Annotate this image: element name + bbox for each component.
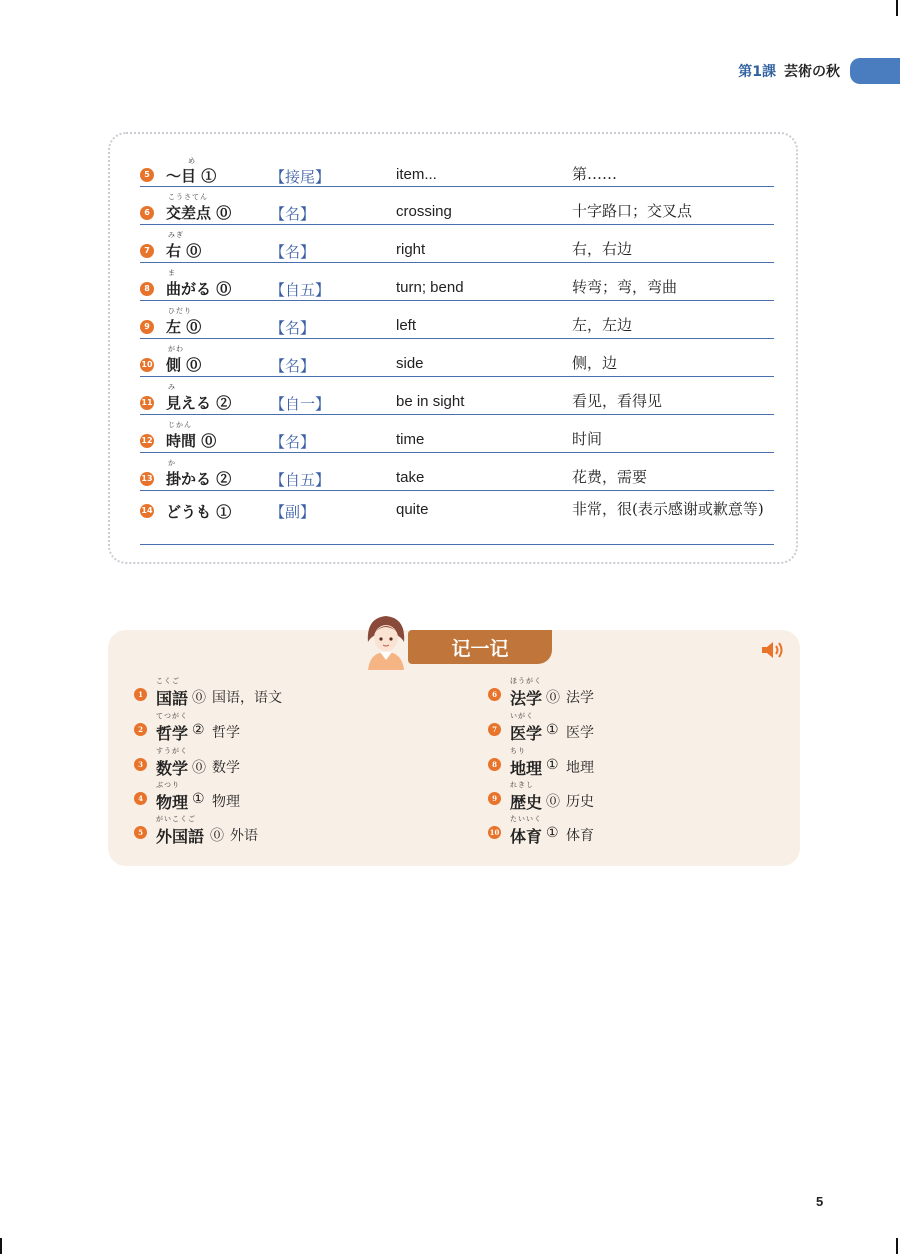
vocab-row — [140, 226, 774, 263]
memo-word: 哲学 — [156, 724, 189, 743]
english-meaning: turn; bend — [396, 279, 464, 296]
part-of-speech: 【名】 — [270, 243, 316, 261]
lesson-number: 第1課 — [738, 64, 776, 80]
item-number: 7 — [140, 244, 154, 258]
vocab-word: 右 ⓪ — [166, 242, 202, 260]
memo-item — [488, 676, 788, 706]
vocabulary-table — [108, 132, 798, 564]
memo-meaning: 外语 — [230, 828, 258, 844]
furigana: みぎ — [168, 231, 184, 239]
furigana: がわ — [168, 345, 184, 353]
chinese-meaning: 转弯；弯，弯曲 — [572, 278, 678, 296]
memo-meaning: 哲学 — [212, 725, 240, 741]
memo-word: 数学 — [156, 759, 189, 778]
memo-furigana: がいこくご — [156, 815, 196, 823]
memo-furigana: すうがく — [156, 747, 188, 755]
memo-furigana: てつがく — [156, 712, 188, 720]
part-of-speech: 【名】 — [270, 319, 316, 337]
memo-word: 地理 — [510, 759, 543, 778]
vocab-row — [140, 156, 774, 187]
memo-accent: ① — [546, 757, 559, 773]
memo-item-number: 3 — [134, 758, 147, 771]
chinese-meaning: 右，右边 — [572, 240, 633, 258]
english-meaning: quite — [396, 501, 429, 518]
memo-item-number: 6 — [488, 688, 501, 701]
memo-meaning: 物理 — [212, 794, 240, 810]
crop-mark-bottom-left — [0, 1238, 2, 1254]
part-of-speech: 【副】 — [270, 503, 316, 521]
chinese-meaning: 看见，看得见 — [572, 392, 663, 410]
memo-furigana: こくご — [156, 677, 180, 685]
page-number: 5 — [816, 1194, 824, 1209]
english-meaning: left — [396, 317, 417, 334]
furigana: ま — [168, 269, 176, 277]
part-of-speech: 【自五】 — [270, 281, 331, 299]
memo-item-number: 2 — [134, 723, 147, 736]
memo-furigana: ほうがく — [510, 677, 542, 685]
english-meaning: item... — [396, 166, 437, 183]
memo-item — [488, 746, 788, 776]
furigana: か — [168, 459, 176, 467]
vocab-word: ～目 ① — [166, 167, 217, 185]
part-of-speech: 【自五】 — [270, 471, 331, 489]
memo-meaning: 法学 — [566, 690, 594, 706]
item-number: 6 — [140, 206, 154, 220]
vocab-word: 時間 ⓪ — [166, 432, 217, 450]
item-number: 10 — [140, 358, 154, 372]
part-of-speech: 【自一】 — [270, 395, 331, 413]
vocab-row — [140, 264, 774, 301]
furigana: め — [188, 157, 196, 165]
item-number: 11 — [140, 396, 154, 410]
vocab-row — [140, 416, 774, 453]
vocab-word: 見える ② — [166, 394, 232, 412]
memo-meaning: 地理 — [566, 760, 594, 776]
furigana: み — [168, 383, 176, 391]
memo-item — [488, 711, 788, 741]
memo-accent: ⓪ — [546, 794, 560, 810]
memo-meaning: 体育 — [566, 828, 594, 844]
vocab-word: 側 ⓪ — [166, 356, 202, 374]
memo-item — [488, 780, 788, 810]
vocab-word: 掛かる ② — [166, 470, 232, 488]
memo-meaning: 国语，语文 — [212, 690, 282, 706]
memo-accent: ⓪ — [192, 690, 206, 706]
memo-word: 物理 — [156, 793, 189, 812]
memo-accent: ② — [192, 722, 205, 738]
chinese-meaning: 第…… — [572, 165, 618, 183]
furigana: じかん — [168, 421, 192, 429]
memo-item-number: 10 — [489, 828, 500, 837]
memo-title-banner: 记一记 — [408, 630, 552, 664]
item-number: 9 — [140, 320, 154, 334]
vocab-row — [140, 302, 774, 339]
item-number: 13 — [140, 472, 154, 486]
crop-mark-bottom-right — [896, 1238, 898, 1254]
vocab-row — [140, 378, 774, 415]
memo-item-number: 1 — [134, 688, 147, 701]
item-number: 8 — [140, 282, 154, 296]
memo-accent: ⓪ — [546, 690, 560, 706]
furigana: こうさてん — [168, 193, 208, 201]
chinese-meaning: 十字路口；交叉点 — [572, 202, 693, 220]
memo-item-number: 8 — [488, 758, 501, 771]
memo-word: 体育 — [510, 827, 543, 846]
vocab-row — [140, 454, 774, 491]
vocab-word: 交差点 ⓪ — [166, 204, 232, 222]
speaker-icon[interactable] — [760, 640, 786, 660]
memo-meaning: 医学 — [566, 725, 594, 741]
vocab-row — [140, 340, 774, 377]
english-meaning: crossing — [396, 203, 452, 220]
memo-furigana: いがく — [510, 712, 534, 720]
item-number: 5 — [140, 168, 154, 182]
memo-accent: ① — [192, 791, 205, 807]
vocab-row — [140, 492, 774, 545]
memo-furigana: れきし — [510, 781, 534, 789]
lesson-title: 芸術の秋 — [784, 64, 840, 80]
english-meaning: be in sight — [396, 393, 465, 410]
vocab-word: 曲がる ⓪ — [166, 280, 232, 298]
furigana: ひだり — [168, 307, 192, 315]
vocab-word: どうも ① — [166, 503, 232, 521]
vocab-word: 左 ⓪ — [166, 318, 202, 336]
memo-furigana: ぶつり — [156, 781, 180, 789]
running-header — [738, 58, 900, 84]
english-meaning: side — [396, 355, 424, 372]
memo-item — [134, 746, 434, 776]
part-of-speech: 【名】 — [270, 357, 316, 375]
part-of-speech: 【名】 — [270, 205, 316, 223]
memo-furigana: たいいく — [510, 815, 542, 823]
memo-meaning: 历史 — [566, 794, 594, 810]
memo-item-number: 4 — [134, 792, 147, 805]
memo-box — [108, 630, 800, 866]
memo-accent: ⓪ — [192, 760, 206, 776]
memo-item — [134, 676, 434, 706]
memo-item — [488, 814, 788, 844]
vocab-row — [140, 188, 774, 225]
english-meaning: time — [396, 431, 425, 448]
part-of-speech: 【名】 — [270, 433, 316, 451]
memo-item-number: 5 — [134, 826, 147, 839]
chinese-meaning: 花费，需要 — [572, 468, 648, 486]
chinese-meaning: 时间 — [572, 430, 603, 448]
item-number: 14 — [140, 504, 154, 518]
memo-item — [134, 814, 434, 844]
memo-word: 国語 — [156, 689, 189, 708]
memo-word: 法学 — [510, 689, 543, 708]
girl-avatar-icon — [360, 612, 412, 670]
memo-furigana: ちり — [510, 747, 526, 755]
header-tab — [850, 58, 900, 84]
part-of-speech: 【接尾】 — [270, 168, 331, 186]
english-meaning: right — [396, 241, 426, 258]
item-number: 12 — [140, 434, 154, 448]
memo-item-number: 9 — [488, 792, 501, 805]
memo-accent: ① — [546, 825, 559, 841]
chinese-meaning: 侧，边 — [572, 354, 618, 372]
chinese-meaning: 左，左边 — [572, 316, 633, 334]
memo-word: 外国語 — [156, 827, 205, 846]
memo-item — [134, 780, 434, 810]
memo-accent: ① — [546, 722, 559, 738]
english-meaning: take — [396, 469, 425, 486]
memo-accent: ⓪ — [210, 828, 224, 844]
memo-item — [134, 711, 434, 741]
chinese-meaning: 非常，很(表示感谢或歉意等) — [572, 500, 764, 518]
memo-word: 歴史 — [510, 793, 543, 812]
memo-meaning: 数学 — [212, 760, 240, 776]
memo-item-number: 7 — [488, 723, 501, 736]
memo-word: 医学 — [510, 724, 543, 743]
crop-mark-top-right — [896, 0, 898, 16]
